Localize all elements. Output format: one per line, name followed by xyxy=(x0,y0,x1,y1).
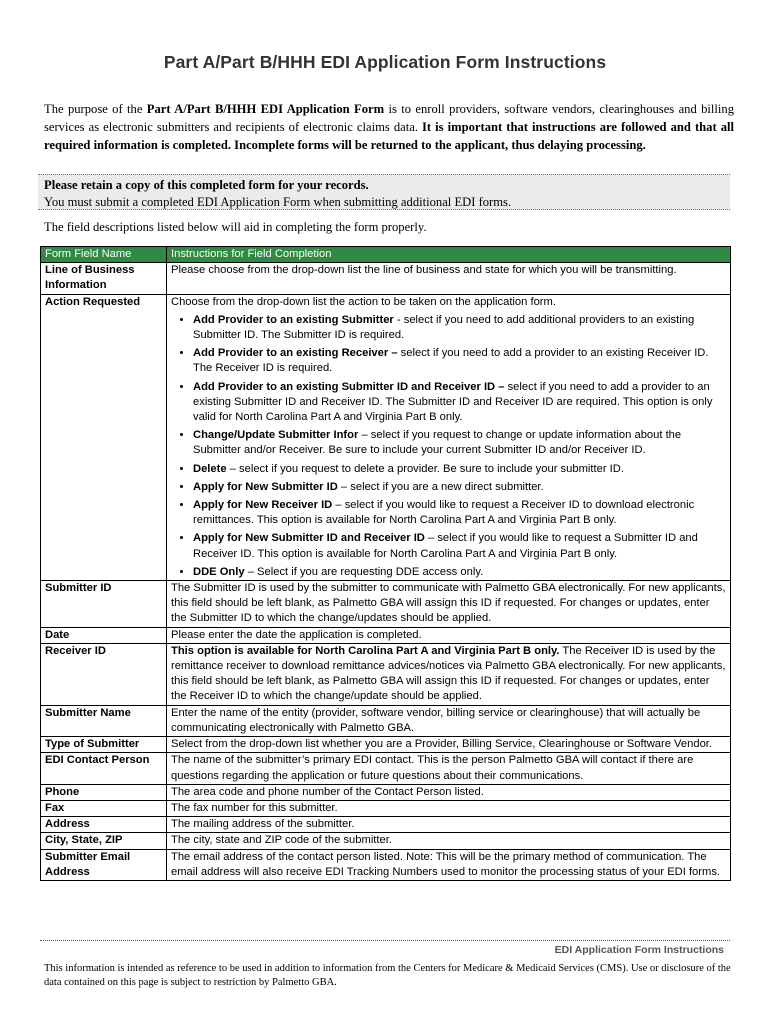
field-name: Line of Business Information xyxy=(41,263,167,294)
table-row xyxy=(41,581,731,628)
field-name: City, State, ZIP xyxy=(41,833,167,849)
list-item: • Add Provider to an existing Submitter - select if you need to add additional providers to an existing Submitter ID. The Submitter ID is required. xyxy=(193,313,726,343)
field-instruction: The mailing address of the submitter. xyxy=(167,817,731,833)
list-item: • Apply for New Submitter ID – select if you are a new direct submitter. xyxy=(193,480,726,495)
column-header: Form Field Name xyxy=(41,247,167,263)
field-name: Type of Submitter xyxy=(41,737,167,753)
table-row xyxy=(41,833,731,849)
list-item: • Apply for New Receiver ID – select if you would like to request a Receiver ID to download electronic remittances. This option is available for North Carolina Part A and Virginia Part B only. xyxy=(193,498,726,528)
page-title: Part A/Part B/HHH EDI Application Form Instructions xyxy=(163,52,607,72)
table-row xyxy=(41,817,731,833)
intro-text: is to enroll providers, software vendors, clearinghouses and billing services as electronic submitters and recipients of electronic claims data. xyxy=(44,102,734,134)
table-row xyxy=(41,800,731,816)
field-instruction: This option is available for North Carolina Part A and Virginia Part B only. The Receiver ID is used by the remittance receiver to download remittance advices/notices via Palmetto GBA electronically. For new applicants, this field should be left blank, as Palmetto GBA will assign this ID if requested. For changes or updates, enter the Receiver ID to which the change/update should be applied. xyxy=(167,643,731,705)
field-name: Submitter Email Address xyxy=(41,849,167,880)
list-item: • Delete – select if you request to delete a provider. Be sure to include your submitter ID. xyxy=(193,462,726,477)
field-name: Phone xyxy=(41,784,167,800)
notice-retain-copy: Please retain a copy of this completed form for your records. xyxy=(44,178,369,192)
footer-divider xyxy=(40,940,730,941)
table-row xyxy=(41,784,731,800)
notice-submit-form: You must submit a completed EDI Application Form when submitting additional EDI forms. xyxy=(44,195,512,209)
list-item: • Apply for New Submitter ID and Receiver ID – select if you would like to request a Submitter ID and Receiver ID. This option is available for North Carolina Part A and Virginia Part B only. xyxy=(193,531,726,561)
field-name: Fax xyxy=(41,800,167,816)
field-instruction: Please enter the date the application is completed. xyxy=(167,627,731,643)
footer-title: EDI Application Form Instructions xyxy=(554,944,724,956)
field-instruction: The area code and phone number of the Contact Person listed. xyxy=(167,784,731,800)
list-item: • Add Provider to an existing Receiver – select if you need to add a provider to an existing Receiver ID. The Receiver ID is required. xyxy=(193,346,726,376)
table-row xyxy=(41,753,731,784)
field-name: Action Requested xyxy=(41,294,167,580)
field-name: Submitter ID xyxy=(41,581,167,628)
field-name: Receiver ID xyxy=(41,643,167,705)
table-header-row xyxy=(41,247,731,263)
field-instruction: Select from the drop-down list whether you are a Provider, Billing Service, Clearinghouse or Software Vendor. xyxy=(167,737,731,753)
field-name: Date xyxy=(41,627,167,643)
column-header: Instructions for Field Completion xyxy=(167,247,731,263)
intro-paragraph xyxy=(44,100,734,154)
table-row xyxy=(41,643,731,705)
table-row xyxy=(41,737,731,753)
intro-important-note: It is important that instructions are followed and that all required information is completed. Incomplete forms will be returned to the applicant, thus delaying processing. xyxy=(44,120,734,152)
list-item: • DDE Only – Select if you are requesting DDE access only. xyxy=(193,565,726,580)
intro-text: The purpose of the xyxy=(44,102,147,116)
field-name: Address xyxy=(41,817,167,833)
footer-disclaimer: This information is intended as reference to be used in addition to information from the Centers for Medicare & Medicaid Services (CMS). Use or disclosure of the data contained on this page is subject to restriction by Palmetto GBA. xyxy=(44,963,731,988)
list-item: • Add Provider to an existing Submitter ID and Receiver ID – select if you need to add a provider to an existing Submitter ID and Receiver ID. The Submitter ID and Receiver ID are required. This option is only valid for North Carolina Part A and Virginia Part B only. xyxy=(193,380,726,426)
field-instruction: The city, state and ZIP code of the submitter. xyxy=(167,833,731,849)
field-instruction: The fax number for this submitter. xyxy=(167,800,731,816)
notice-box xyxy=(38,174,730,210)
table-row xyxy=(41,849,731,880)
field-instructions-table xyxy=(40,246,731,881)
intro-form-name: Part A/Part B/HHH EDI Application Form xyxy=(146,102,385,116)
field-instruction: The Submitter ID is used by the submitter to communicate with Palmetto GBA electronically. For new applicants, this field should be left blank, as Palmetto GBA will assign this ID if requested. For changes or updates, enter the Submitter ID to which the change/updates should be applied. xyxy=(167,581,731,628)
field-instruction xyxy=(167,294,731,580)
field-instruction: Please choose from the drop-down list the line of business and state for which you will be transmitting. xyxy=(167,263,731,294)
field-name: Submitter Name xyxy=(41,705,167,736)
field-instruction: The name of the submitter’s primary EDI contact. This is the person Palmetto GBA will contact if there are questions regarding the application or future questions about their communications. xyxy=(167,753,731,784)
table-row xyxy=(41,294,731,580)
action-intro: Choose from the drop-down list the action to be taken on the application form. xyxy=(171,295,556,308)
field-descriptions-lead: The field descriptions listed below will aid in completing the form properly. xyxy=(44,220,427,234)
field-instruction: The email address of the contact person listed. Note: This will be the primary method of communication. The email address will also receive EDI Tracking Numbers used to monitor the processing status of your EDI forms. xyxy=(167,849,731,880)
table-row xyxy=(41,705,731,736)
field-name: EDI Contact Person xyxy=(41,753,167,784)
field-instruction: Enter the name of the entity (provider, software vendor, billing service or clearinghouse) that will actually be communicating electronically with Palmetto GBA. xyxy=(167,705,731,736)
list-item: • Change/Update Submitter Infor – select if you request to change or update information about the Submitter and/or Receiver. Be sure to include your current Submitter ID and/or Receiver ID. xyxy=(193,428,726,458)
table-row xyxy=(41,263,731,294)
table-row xyxy=(41,627,731,643)
action-options-list xyxy=(171,313,726,580)
